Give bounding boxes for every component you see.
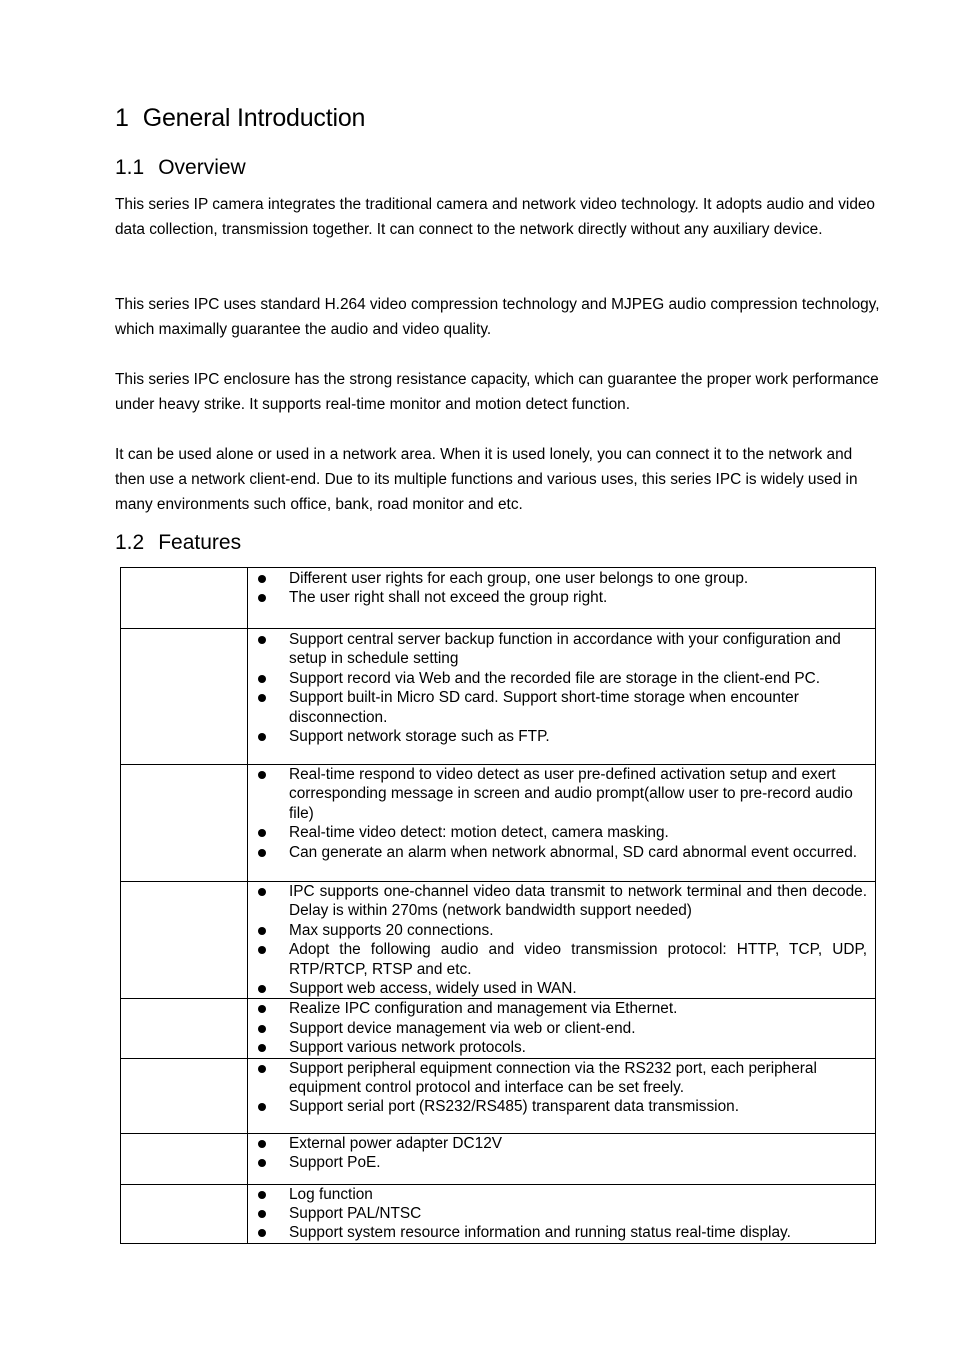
list-item: Support web access, widely used in WAN. [248,979,867,998]
list-item: Support built-in Micro SD card. Support short-time storage when encounter disconnection. [248,688,867,727]
row-content-cell [248,765,876,882]
bullet-icon [258,694,266,702]
bullet-icon [258,888,266,896]
section-heading-features [115,531,241,555]
bullet-icon [258,1103,266,1111]
bullet-icon [258,1229,266,1237]
bullet-icon [258,575,266,583]
list-item: Real-time respond to video detect as user pre-defined activation setup and exert corresponding message in screen and audio prompt(allow user to pre-record audio file) [248,765,867,823]
bullet-icon [258,1191,266,1199]
bullet-list [248,1059,875,1117]
bullet-icon [258,1140,266,1148]
bullet-icon [258,927,266,935]
table-row [121,765,876,882]
list-item: Different user rights for each group, one user belongs to one group. [248,569,867,588]
bullet-icon [258,1044,266,1052]
chapter-title: General Introduction [142,104,366,132]
row-content-cell [248,629,876,765]
table-row [121,629,876,765]
list-item: Adopt the following audio and video transmission protocol: HTTP, TCP, UDP, RTP/RTCP, RTSP and etc. [248,940,867,979]
row-label-cell [121,1133,248,1184]
row-label-cell [121,629,248,765]
bullet-icon [258,1159,266,1167]
features-table [120,567,876,1244]
bullet-icon [258,1025,266,1033]
list-item: Log function [248,1185,867,1204]
row-label-cell [121,1184,248,1243]
bullet-list [248,568,875,608]
list-item: Support PAL/NTSC [248,1204,867,1223]
table-row [121,882,876,999]
list-item: Support peripheral equipment connection via the RS232 port, each peripheral equipment control protocol and interface can be set freely. [248,1059,867,1098]
bullet-list [248,765,875,862]
section-number: 1.1 [115,156,145,179]
list-item: Max supports 20 connections. [248,921,867,940]
list-item: Support network storage such as FTP. [248,727,867,746]
section-title: Overview [158,156,246,179]
bullet-icon [258,849,266,857]
row-label-cell [121,765,248,882]
row-content-cell [248,1184,876,1243]
bullet-icon [258,1005,266,1013]
bullet-icon [258,1065,266,1073]
paragraph: This series IPC uses standard H.264 video compression technology and MJPEG audio compression technology, which maximally guarantee the audio and video quality. [115,296,880,338]
table-row [121,1133,876,1184]
list-item: Support serial port (RS232/RS485) transparent data transmission. [248,1097,867,1116]
list-item: Support record via Web and the recorded file are storage in the client-end PC. [248,669,867,688]
row-label-cell [121,882,248,999]
bullet-list [248,629,875,746]
bullet-icon [258,1210,266,1218]
list-item: External power adapter DC12V [248,1134,867,1153]
list-item: Support various network protocols. [248,1038,867,1057]
bullet-icon [258,636,266,644]
paragraph: This series IP camera integrates the traditional camera and network video technology. It adopts audio and video data collection, transmission together. It can connect to the network directly without any auxiliary device. [115,196,875,238]
bullet-list [248,1134,875,1173]
table-row [121,1184,876,1243]
list-item: Realize IPC configuration and management via Ethernet. [248,999,867,1018]
list-item: Support central server backup function in accordance with your configuration and setup in schedule setting [248,630,867,669]
bullet-list [248,999,875,1057]
row-content-cell [248,882,876,999]
bullet-icon [258,771,266,779]
bullet-icon [258,675,266,683]
row-label-cell [121,568,248,629]
list-item: Support PoE. [248,1153,867,1172]
bullet-icon [258,829,266,837]
list-item: Real-time video detect: motion detect, camera masking. [248,823,867,842]
section-heading-overview [115,156,246,180]
paragraph: This series IPC enclosure has the strong resistance capacity, which can guarantee the proper work performance under heavy strike. It supports real-time monitor and motion detect function. [115,371,879,413]
section-number: 1.2 [115,531,145,554]
bullet-icon [258,946,266,954]
list-item: Can generate an alarm when network abnormal, SD card abnormal event occurred. [248,843,867,862]
bullet-icon [258,594,266,602]
row-content-cell [248,1058,876,1133]
chapter-heading [115,104,365,133]
list-item: Support device management via web or client-end. [248,1019,867,1038]
row-content-cell [248,1133,876,1184]
bullet-list [248,1185,875,1243]
list-item: Support system resource information and running status real-time display. [248,1223,867,1242]
row-label-cell [121,999,248,1058]
table-row [121,1058,876,1133]
row-content-cell [248,999,876,1058]
bullet-list [248,882,875,998]
table-row [121,999,876,1058]
list-item: IPC supports one-channel video data transmit to network terminal and then decode. Delay is within 270ms (network bandwidth support needed) [248,882,867,921]
list-item: The user right shall not exceed the group right. [248,588,867,607]
row-label-cell [121,1058,248,1133]
section-title: Features [158,531,242,554]
row-content-cell [248,568,876,629]
table-row [121,568,876,629]
bullet-icon [258,733,266,741]
chapter-number: 1 [115,104,129,132]
bullet-icon [258,985,266,993]
paragraph: It can be used alone or used in a network area. When it is used lonely, you can connect it to the network and then use a network client-end. Due to its multiple functions and various uses, this series IPC is widely used in many environments such office, bank, road monitor and etc. [115,446,858,513]
